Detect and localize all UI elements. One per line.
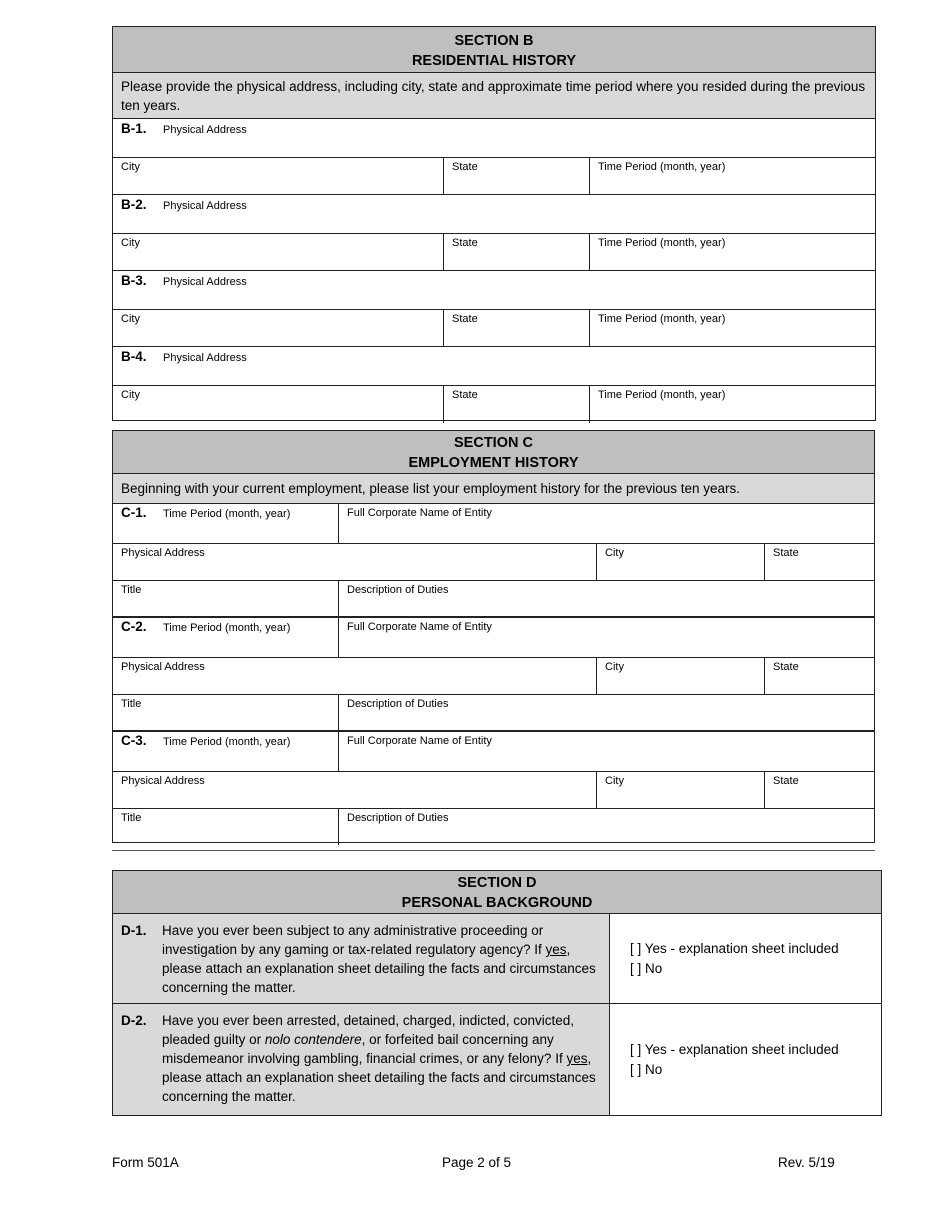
c3-period-label: Time Period (month, year) <box>163 736 291 748</box>
b2-city-field[interactable] <box>113 234 443 270</box>
b1-address-label: Physical Address <box>163 124 247 136</box>
section-c-title: SECTION C <box>454 435 533 451</box>
c3-period-row <box>113 732 874 772</box>
b4-city-field[interactable] <box>113 386 443 423</box>
c3-city-label: City <box>605 775 624 787</box>
c3-state-label: State <box>773 775 799 787</box>
d2-no-checkbox[interactable]: [ ] No <box>630 1061 663 1077</box>
b4-state-field[interactable] <box>443 386 589 423</box>
footer-revision: Rev. 5/19 <box>778 1155 835 1170</box>
c3-duties-field[interactable] <box>338 809 874 845</box>
c2-address-row <box>113 658 874 695</box>
b3-city-label: City <box>121 313 140 325</box>
c2-title-field[interactable] <box>113 695 338 730</box>
c2-period-field[interactable] <box>113 618 338 657</box>
b4-period-field[interactable] <box>589 386 875 423</box>
b4-number: B-4. <box>121 349 147 364</box>
b3-state-field[interactable] <box>443 310 589 346</box>
c1-address-row <box>113 544 874 581</box>
section-b-intro: Please provide the physical address, including city, state and approximate time period where you resided during the previous ten years. <box>113 73 875 119</box>
c2-state-field[interactable] <box>764 658 874 694</box>
b1-state-label: State <box>452 161 478 173</box>
section-divider <box>112 850 875 851</box>
c3-title-row <box>113 809 874 845</box>
b2-period-field[interactable] <box>589 234 875 270</box>
b3-period-label: Time Period (month, year) <box>598 313 726 325</box>
section-d-header <box>113 871 881 914</box>
c1-duties-label: Description of Duties <box>347 584 449 596</box>
b1-number: B-1. <box>121 121 147 136</box>
c1-entity-field[interactable] <box>338 504 874 543</box>
footer-page-number: Page 2 of 5 <box>442 1155 512 1170</box>
c1-city-field[interactable] <box>596 544 764 580</box>
c1-address-field[interactable] <box>113 544 596 580</box>
d2-yes-checkbox[interactable]: [ ] Yes - explanation sheet included <box>630 1042 839 1057</box>
b1-city-field[interactable] <box>113 158 443 194</box>
b1-period-field[interactable] <box>589 158 875 194</box>
b3-city-field[interactable] <box>113 310 443 346</box>
section-c-intro: Beginning with your current employment, please list your employment history for the previous ten years. <box>113 474 874 504</box>
b1-period-label: Time Period (month, year) <box>598 161 726 173</box>
c2-city-label: City <box>605 661 624 673</box>
c2-duties-field[interactable] <box>338 695 874 730</box>
section-c-header <box>113 431 874 474</box>
c3-duties-label: Description of Duties <box>347 812 449 824</box>
section-d-subtitle: PERSONAL BACKGROUND <box>401 895 593 911</box>
section-b-title: SECTION B <box>454 33 534 49</box>
b3-number: B-3. <box>121 273 147 288</box>
c2-entity-label: Full Corporate Name of Entity <box>347 621 492 633</box>
c2-entity-field[interactable] <box>338 618 874 657</box>
b2-city-row <box>113 234 875 271</box>
c2-duties-label: Description of Duties <box>347 698 449 710</box>
c2-state-label: State <box>773 661 799 673</box>
c1-title-row <box>113 581 874 618</box>
b2-state-label: State <box>452 237 478 249</box>
c2-period-label: Time Period (month, year) <box>163 622 291 634</box>
b3-state-label: State <box>452 313 478 325</box>
b2-number: B-2. <box>121 197 147 212</box>
c3-number: C-3. <box>121 733 147 748</box>
c3-city-field[interactable] <box>596 772 764 808</box>
c1-duties-field[interactable] <box>338 581 874 616</box>
d2-question <box>113 1004 610 1115</box>
b2-state-field[interactable] <box>443 234 589 270</box>
b3-address-label: Physical Address <box>163 276 247 288</box>
section-c-subtitle: EMPLOYMENT HISTORY <box>408 455 579 471</box>
b2-address-label: Physical Address <box>163 200 247 212</box>
d1-text: Have you ever been subject to any administrative proceeding or investigation by any gaming or tax-related regulatory agency? If yes, please attach an explanation sheet detailing the facts and circumstances concerning the matter. <box>162 923 596 995</box>
b4-address-label: Physical Address <box>163 352 247 364</box>
b1-state-field[interactable] <box>443 158 589 194</box>
b2-period-label: Time Period (month, year) <box>598 237 726 249</box>
d2-text: Have you ever been arrested, detained, charged, indicted, convicted, pleaded guilty or nolo contendere, or forfeited bail concerning any misdemeanor involving gambling, financial crimes, or any felony? If yes, please attach an explanation sheet detailing the facts and circumstances concerning the matter. <box>162 1013 596 1104</box>
d1-question <box>113 914 610 1003</box>
b1-address-row[interactable] <box>113 119 875 158</box>
c1-address-label: Physical Address <box>121 547 205 559</box>
c2-address-label: Physical Address <box>121 661 205 673</box>
b1-city-row <box>113 158 875 195</box>
c3-address-field[interactable] <box>113 772 596 808</box>
c1-state-field[interactable] <box>764 544 874 580</box>
c2-title-label: Title <box>121 698 142 710</box>
section-b-subtitle: RESIDENTIAL HISTORY <box>411 53 577 69</box>
c2-address-field[interactable] <box>113 658 596 694</box>
section-b <box>112 26 876 421</box>
b2-city-label: City <box>121 237 140 249</box>
b4-city-label: City <box>121 389 140 401</box>
c1-title-field[interactable] <box>113 581 338 616</box>
section-d-title: SECTION D <box>457 875 537 891</box>
d2-question-row <box>113 1004 881 1115</box>
c1-period-label: Time Period (month, year) <box>163 508 291 520</box>
c2-city-field[interactable] <box>596 658 764 694</box>
c3-entity-field[interactable] <box>338 732 874 771</box>
c1-period-row <box>113 504 874 544</box>
c1-state-label: State <box>773 547 799 559</box>
b3-city-row <box>113 310 875 347</box>
c3-period-field[interactable] <box>113 732 338 771</box>
b4-state-label: State <box>452 389 478 401</box>
footer-form-number: Form 501A <box>112 1155 179 1170</box>
c3-title-field[interactable] <box>113 809 338 845</box>
c3-title-label: Title <box>121 812 142 824</box>
c2-period-row <box>113 618 874 658</box>
section-d <box>112 870 882 1116</box>
d1-yes-checkbox[interactable]: [ ] Yes - explanation sheet included <box>630 941 839 956</box>
d2-number: D-2. <box>121 1013 147 1028</box>
b4-address-row[interactable] <box>113 347 875 386</box>
d1-number: D-1. <box>121 923 147 938</box>
b3-address-row[interactable] <box>113 271 875 310</box>
b4-period-label: Time Period (month, year) <box>598 389 726 401</box>
b1-city-label: City <box>121 161 140 173</box>
d1-no-checkbox[interactable]: [ ] No <box>630 960 663 976</box>
d1-answers <box>610 914 881 1003</box>
c3-address-label: Physical Address <box>121 775 205 787</box>
c1-city-label: City <box>605 547 624 559</box>
c1-period-field[interactable] <box>113 504 338 543</box>
c3-entity-label: Full Corporate Name of Entity <box>347 735 492 747</box>
c1-entity-label: Full Corporate Name of Entity <box>347 507 492 519</box>
b4-city-row <box>113 386 875 423</box>
b2-address-row[interactable] <box>113 195 875 234</box>
c3-address-row <box>113 772 874 809</box>
c3-state-field[interactable] <box>764 772 874 808</box>
section-c <box>112 430 875 843</box>
c1-title-label: Title <box>121 584 142 596</box>
c1-number: C-1. <box>121 505 147 520</box>
section-b-header <box>113 27 875 73</box>
b3-period-field[interactable] <box>589 310 875 346</box>
c2-number: C-2. <box>121 619 147 634</box>
d1-question-row <box>113 914 881 1004</box>
c2-title-row <box>113 695 874 732</box>
d2-answers <box>610 1004 881 1115</box>
